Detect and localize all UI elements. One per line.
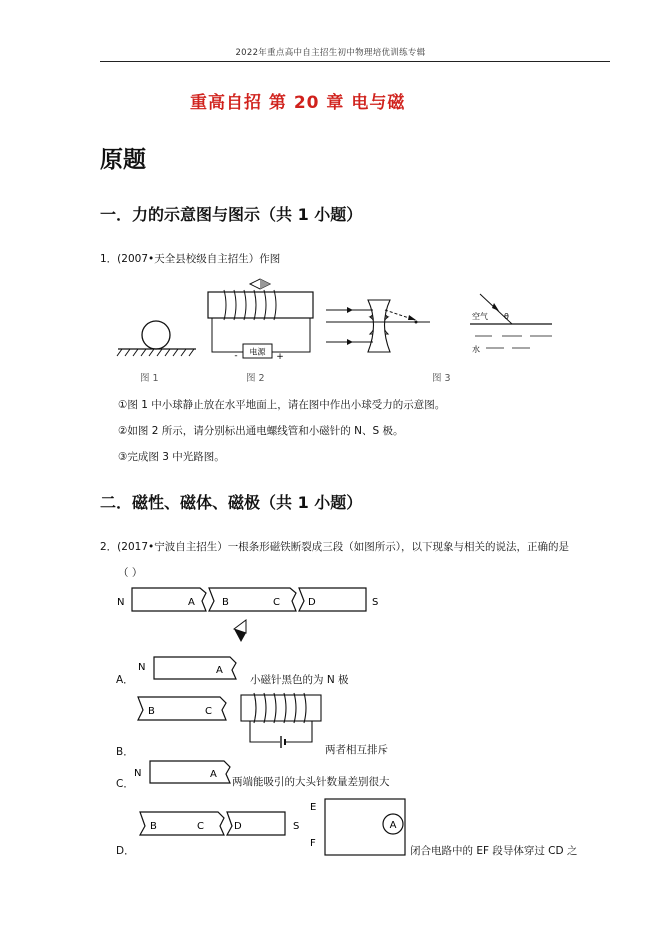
section1-heading: 一．力的示意图与图示（共 1 小题） [100,205,363,224]
option-a-letter: A． [116,674,134,686]
compass-needle [234,620,246,642]
power-supply-label: 电源 [249,347,266,357]
option-d-label-e: E [310,802,317,813]
option-c-magnet [150,761,230,783]
document-title: 重高自招 第 20 章 电与磁 [190,93,406,113]
option-b-text: 两者相互排斥 [325,744,388,756]
broken-bar-magnet [132,588,366,611]
option-d-label-f: F [310,838,316,849]
option-d-label-s: S [293,821,300,832]
power-minus: - [234,351,238,361]
option-b-letter: B． [116,746,134,758]
figure1-ball-on-ground [117,321,196,356]
figure3-refraction [470,294,552,354]
magnet-label-a: A [188,597,195,608]
option-c-label-n: N [134,768,142,779]
option-d-magnets [140,812,285,835]
option-a-label-a: A [216,665,223,676]
question1-figures [100,272,570,390]
section2-heading: 二．磁性、磁体、磁极（共 1 小题） [100,493,363,512]
option-b-label-b: B [148,706,155,717]
figure2-caption: 图 2 [246,373,265,384]
option-d-label-d: D [234,821,242,832]
header-rule [100,61,610,62]
option-c-label-a: A [210,769,217,780]
option-b-label-c: C [205,706,212,717]
question2-stem: 2．(2017•宁波自主招生）一根条形磁铁断裂成三段（如图所示），以下现象与相关的说法，正确的是 [100,541,569,553]
question1-item-3: ③完成图 3 中光路图。 [118,451,225,463]
option-a-label-n: N [138,662,146,673]
figure3-concave-lens [326,300,430,352]
figure3-caption: 图 3 [432,373,451,384]
question1-stem: 1．(2007•天全县校级自主招生）作图 [100,253,281,265]
option-d-letter: D． [116,845,135,857]
question1-item-2: ②如图 2 所示，请分别标出通电螺线管和小磁针的 N、S 极。 [118,425,404,437]
option-b-solenoid [241,693,321,748]
figure1-caption: 图 1 [140,373,159,384]
magnet-label-b: B [222,597,229,608]
option-d-label-b: B [150,821,157,832]
option-d-text: 闭合电路中的 EF 段导体穿过 CD 之 [410,845,578,857]
figure2-solenoid [208,279,313,362]
option-d-label-c: C [197,821,204,832]
water-label: 水 [472,345,480,354]
question2-answer-blank: （ ） [118,567,143,579]
section-heading-original: 原题 [100,147,146,173]
magnet-label-n: N [117,597,125,608]
power-plus: + [276,352,284,362]
magnet-label-d: D [308,597,316,608]
ammeter-icon: A [389,820,397,831]
magnet-label-s: S [372,597,379,608]
magnet-label-c: C [273,597,280,608]
air-label: 空气 [472,312,488,321]
angle-label: θ [504,312,509,321]
option-a-text: 小磁针黑色的为 N 极 [250,674,349,686]
option-c-text: 两端能吸引的大头针数量差别很大 [232,776,390,788]
option-c-letter: C． [116,778,134,790]
option-a-magnet [154,657,236,679]
question1-item-1: ①图 1 中小球静止放在水平地面上，请在图中作出小球受力的示意图。 [118,399,446,411]
running-header: 2022年重点高中自主招生初中物理培优训练专辑 [235,48,426,58]
question2-figures [100,584,620,884]
